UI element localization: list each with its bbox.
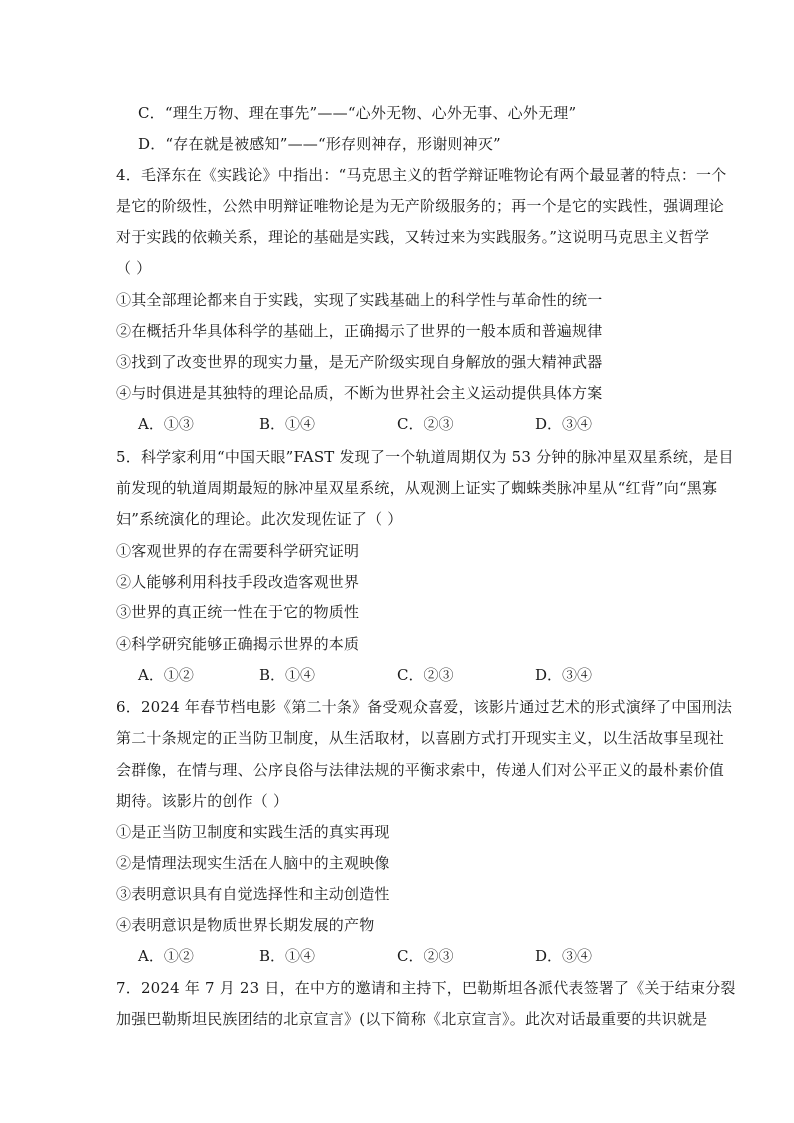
- q6-item-2: ②是情理法现实生活在人脑中的主观映像: [116, 854, 390, 872]
- q6-stem-line-2: 第二十条规定的正当防卫制度，从生活取材，以喜剧方式打开现实主义，以生活故事呈现社: [116, 729, 725, 747]
- q4-stem-line-2: 是它的阶级性，公然申明辩证唯物论是为无产阶级服务的；再一个是它的实践性，强调理论: [116, 197, 725, 215]
- q4-choice-c: C．②③: [397, 415, 454, 433]
- option-c-prev: C．“理生万物、理在事先”——“心外无物、心外无事、心外无理”: [138, 104, 577, 122]
- q5-item-2: ②人能够利用科技手段改造客观世界: [116, 573, 360, 591]
- q6-item-4: ④表明意识是物质世界长期发展的产物: [116, 916, 375, 934]
- q6-choice-a: A．①②: [138, 947, 194, 965]
- q4-stem-line-1: 4．毛泽东在《实践论》中指出：“马克思主义的哲学辩证唯物论有两个最显著的特点：一个: [116, 166, 727, 184]
- q6-item-1: ①是正当防卫制度和实践生活的真实再现: [116, 823, 390, 841]
- q5-item-4: ④科学研究能够正确揭示世界的本质: [116, 635, 360, 653]
- q5-choice-b: B．①④: [259, 666, 316, 684]
- q6-stem-line-1: 6．2024 年春节档电影《第二十条》备受观众喜爱，该影片通过艺术的形式演绎了中国刑法: [116, 698, 733, 716]
- q5-choice-a: A．①②: [138, 666, 194, 684]
- q6-choice-b: B．①④: [259, 947, 316, 965]
- q4-choice-a: A．①③: [138, 415, 194, 433]
- option-d-prev: D．“存在就是被感知”——“形存则神存，形谢则神灭”: [138, 135, 501, 153]
- q6-item-3: ③表明意识具有自觉选择性和主动创造性: [116, 885, 390, 903]
- q4-stem-line-3: 对于实践的依赖关系，理论的基础是实践，又转过来为实践服务。”这说明马克思主义哲学: [116, 228, 710, 246]
- q6-stem-line-3: 会群像，在情与理、公序良俗与法律法规的平衡求索中，传递人们对公平正义的最朴素价值: [116, 761, 725, 779]
- q4-choice-b: B．①④: [259, 415, 316, 433]
- q4-item-1: ①其全部理论都来自于实践，实现了实践基础上的科学性与革命性的统一: [116, 291, 603, 309]
- q4-item-2: ②在概括升华具体科学的基础上，正确揭示了世界的一般本质和普遍规律: [116, 322, 603, 340]
- q4-stem-line-4: （ ）: [116, 259, 152, 277]
- q5-choice-c: C．②③: [397, 666, 454, 684]
- q5-item-3: ③世界的真正统一性在于它的物质性: [116, 603, 360, 621]
- q6-choice-d: D．③④: [535, 947, 593, 965]
- q5-choice-d: D．③④: [535, 666, 593, 684]
- q4-item-4: ④与时俱进是其独特的理论品质，不断为世界社会主义运动提供具体方案: [116, 384, 603, 402]
- q7-stem-line-2: 加强巴勒斯坦民族团结的北京宣言》(以下简称《北京宣言》。此次对话最重要的共识就是: [116, 1010, 708, 1028]
- q4-item-3: ③找到了改变世界的现实力量，是无产阶级实现自身解放的强大精神武器: [116, 353, 603, 371]
- q5-stem-line-2: 前发现的轨道周期最短的脉冲星双星系统，从观测上证实了蜘蛛类脉冲星从“红背”向“黑寡: [116, 479, 718, 497]
- q6-choice-c: C．②③: [397, 947, 454, 965]
- q7-stem-line-1: 7．2024 年 7 月 23 日，在中方的邀请和主持下，巴勒斯坦各派代表签署了《关于结束分裂: [116, 979, 736, 997]
- q5-item-1: ①客观世界的存在需要科学研究证明: [116, 542, 360, 560]
- q5-stem-line-1: 5．科学家利用“中国天眼”FAST 发现了一个轨道周期仅为 53 分钟的脉冲星双星系统，是目: [116, 448, 734, 466]
- q6-stem-line-4: 期待。该影片的创作（ ）: [116, 792, 289, 810]
- q5-stem-line-3: 妇”系统演化的理论。此次发现佐证了（ ）: [116, 510, 403, 528]
- q4-choice-d: D．③④: [535, 415, 593, 433]
